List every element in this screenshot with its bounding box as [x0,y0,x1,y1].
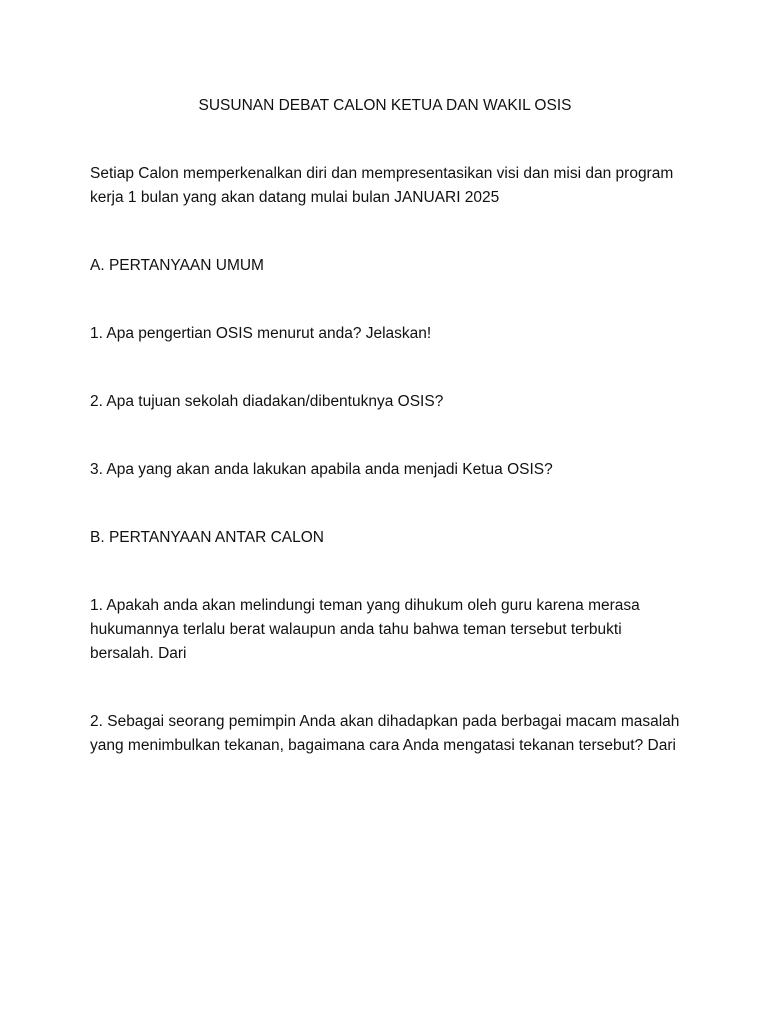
section-a-heading: A. PERTANYAAN UMUM [90,257,264,274]
document-title: SUSUNAN DEBAT CALON KETUA DAN WAKIL OSIS [198,97,572,114]
section-b-question-2: 2. Sebagai seorang pemimpin Anda akan dihadapkan pada berbagai macam masalah yang menimbulkan tekanan, bagaimana cara Anda mengatasi tekanan tersebut? Dari [90,713,680,754]
section-a-question-3: 3. Apa yang akan anda lakukan apabila anda menjadi Ketua OSIS? [90,461,553,478]
document-body [90,94,680,758]
section-b-heading: B. PERTANYAAN ANTAR CALON [90,529,324,546]
section-b-question-1: 1. Apakah anda akan melindungi teman yang dihukum oleh guru karena merasa hukumannya terlalu berat walaupun anda tahu bahwa teman tersebut terbukti bersalah. Dari [90,597,640,662]
section-a-question-2: 2. Apa tujuan sekolah diadakan/dibentuknya OSIS? [90,393,444,410]
intro-paragraph: Setiap Calon memperkenalkan diri dan mempresentasikan visi dan misi dan program kerja 1 bulan yang akan datang mulai bulan JANUARI 2025 [90,165,674,206]
section-a-question-1: 1. Apa pengertian OSIS menurut anda? Jelaskan! [90,325,432,342]
